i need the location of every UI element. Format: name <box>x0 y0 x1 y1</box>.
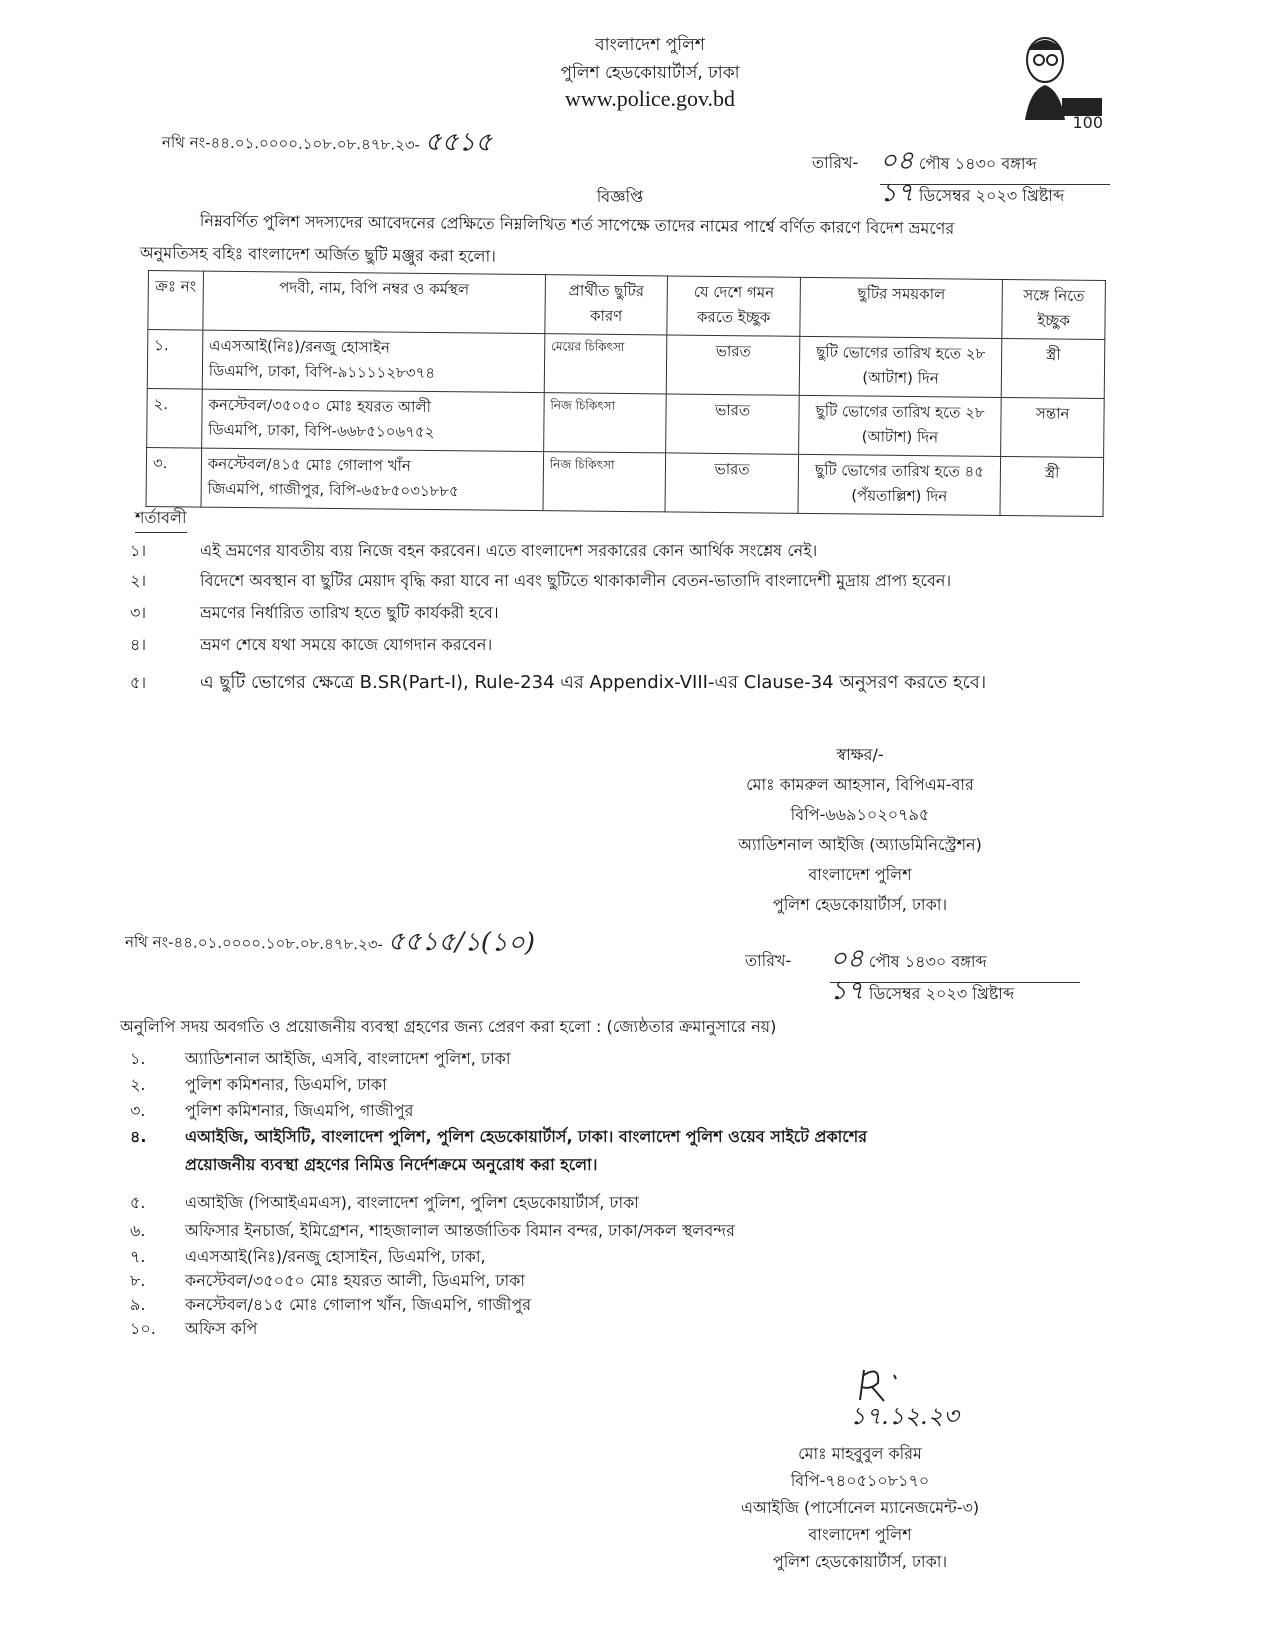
mujib-centenary-logo <box>1000 30 1110 130</box>
condition-number: ২। <box>130 571 147 590</box>
date-label: তারিখ- <box>812 153 859 172</box>
svg-text:100: 100 <box>1072 113 1103 130</box>
condition-text: বিদেশে অবস্থান বা ছুটির মেয়াদ বৃদ্ধি করা যাবে না এবং ছুটিতে থাকাকালীন বেতন-ভাতাদি বাংলাদেশী মুদ্রায় প্রাপ্য হবেন। <box>200 571 952 590</box>
copy-number: ২. <box>130 1075 146 1094</box>
copy-text: এআইজি, আইসিটি, বাংলাদেশ পুলিশ, পুলিশ হেডকোয়ার্টার্স, ঢাকা। বাংলাদেশ পুলিশ ওয়েব সাইটে প্রকাশের <box>185 1127 867 1146</box>
signatory-org: বাংলাদেশ পুলিশ <box>808 1525 912 1544</box>
copy-item <box>130 1046 511 1073</box>
cell-sl: ৩. <box>146 447 201 507</box>
date2-label: তারিখ- <box>745 951 792 970</box>
date2-greg-rest: ডিসেম্বর ২০২৩ খ্রিষ্টাব্দ <box>868 984 1015 1003</box>
cell-period: ছুটি ভোগের তারিখ হতে ৪৫ (পঁয়তাল্লিশ) দিন <box>798 454 1001 515</box>
cell-name <box>202 389 545 452</box>
condition-text: এই ভ্রমণের যাবতীয় ব্যয় নিজে বহন করবেন। এতে বাংলাদেশ সরকারের কোন আর্থিক সংশ্লেষ নেই। <box>200 541 818 560</box>
copy-item <box>130 1292 531 1319</box>
signatory-designation: অ্যাডিশনাল আইজি (অ্যাডমিনিস্ট্রেশন) <box>738 835 982 854</box>
signatory-name: মোঃ মাহবুবুল করিম <box>798 1444 922 1463</box>
cell-companion: স্ত্রী <box>1001 338 1104 398</box>
condition-number: ৪। <box>130 635 147 654</box>
condition-item <box>130 538 817 565</box>
copy-number: ৬. <box>130 1221 146 1240</box>
memo2-ref-label: নথি নং-৪৪.০১.০০০০.১০৮.০৮.৪৭৮.২৩- <box>124 932 384 954</box>
cell-name <box>201 448 544 511</box>
copy-number: ৯. <box>130 1295 146 1314</box>
notice-title: বিজ্ঞপ্তি <box>596 187 644 206</box>
copy-item <box>130 1098 413 1125</box>
member-name: এএসআই(নিঃ)/রনজু হোসাইন <box>208 336 390 357</box>
signatory-bp: বিপি-৭৪০৫১০৮১৭০ <box>790 1471 930 1490</box>
memo-reference <box>162 118 493 165</box>
org-name: বাংলাদেশ পুলিশ <box>595 35 705 55</box>
col-companion: সঙ্গে নিতে ইচ্ছুক <box>1002 279 1105 339</box>
signatory-2-block <box>680 1440 1040 1575</box>
cell-reason: মেয়ের চিকিৎসা <box>544 334 667 394</box>
signature-label: স্বাক্ষর/- <box>836 745 884 764</box>
date-greg-rest: ডিসেম্বর ২০২৩ খ্রিষ্টাব্দ <box>918 186 1065 205</box>
table-row <box>147 330 1105 399</box>
memo2-reference <box>125 918 535 966</box>
conditions-title: শর্তাবলী <box>135 505 187 533</box>
copy-text: এআইজি (পিআইএমএস), বাংলাদেশ পুলিশ, পুলিশ হেডকোয়ার্টার্স, ঢাকা <box>185 1193 639 1212</box>
copy-text: অ্যাডিশনাল আইজি, এসবি, বাংলাদেশ পুলিশ, ঢাকা <box>185 1049 511 1068</box>
notice-paragraph-line2: অনুমতিসহ বহিঃ বাংলাদেশ অর্জিত ছুটি মঞ্জুর করা হলো। <box>139 242 496 266</box>
memo-ref-handwritten: ৫৫১৫ <box>424 127 493 158</box>
cell-reason: নিজ চিকিৎসা <box>543 452 666 512</box>
condition-item <box>130 568 951 595</box>
copy-number: ৪. <box>130 1127 147 1146</box>
signatory-bp: বিপি-৬৬৯১০২০৭৯৫ <box>790 805 930 824</box>
memo2-ref-handwritten: ৫৫১৫/১(১০) <box>387 926 536 959</box>
member-name: কনস্টেবল/৪১৫ মোঃ গোলাপ খাঁন <box>207 454 412 475</box>
copy-item <box>130 1316 257 1343</box>
copy-item <box>130 1190 639 1217</box>
copy-text: কনস্টেবল/৪১৫ মোঃ গোলাপ খাঁন, জিএমপি, গাজীপুর <box>185 1295 532 1314</box>
col-period: ছুটির সময়কাল <box>800 277 1003 338</box>
cell-country: ভারত <box>667 335 800 395</box>
leave-table <box>146 270 1106 517</box>
copy-text: পুলিশ কমিশনার, জিএমপি, গাজীপুর <box>185 1101 414 1120</box>
copy-number: ১০. <box>130 1319 156 1338</box>
copy-text: কনস্টেবল/৩৫০৫০ মোঃ হযরত আলী, ডিএমপি, ঢাকা <box>185 1271 525 1290</box>
signatory-office: পুলিশ হেডকোয়ার্টার্স, ঢাকা। <box>772 895 948 914</box>
cell-companion: সন্তান <box>1001 397 1104 457</box>
copy-number: ১. <box>130 1049 146 1068</box>
signatory-1-block <box>660 740 1060 920</box>
cell-reason: নিজ চিকিৎসা <box>543 393 666 453</box>
copy-intro: অনুলিপি সদয় অবগতি ও প্রয়োজনীয় ব্যবস্থা গ্রহণের জন্য প্রেরণ করা হলো : (জ্যেষ্ঠতার ক্রমানুসারে নয়) <box>120 1017 777 1036</box>
member-unit: ডিএমপি, ঢাকা, বিপি-৯১১১১২৮৩৭৪ <box>208 361 436 383</box>
condition-item <box>130 600 499 627</box>
cell-sl: ১. <box>147 330 202 390</box>
cell-country: ভারত <box>665 453 798 513</box>
condition-number: ৩। <box>130 603 147 622</box>
signatory-designation: এআইজি (পার্সোনেল ম্যানেজমেন্ট-৩) <box>740 1498 980 1517</box>
date-bangla-rest: পৌষ ১৪৩০ বঙ্গাব্দ <box>918 154 1037 173</box>
cell-sl: ২. <box>147 388 202 448</box>
copy-number: ৫. <box>130 1193 146 1212</box>
office-name: পুলিশ হেডকোয়ার্টার্স, ঢাকা <box>560 63 740 83</box>
memo-ref-label: নথি নং-৪৪.০১.০০০০.১০৮.০৮.৪৭৮.২৩- <box>161 133 421 154</box>
copy-item <box>130 1124 867 1151</box>
copy-item <box>130 1244 486 1271</box>
copy-text: পুলিশ কমিশনার, ডিএমপি, ঢাকা <box>185 1075 387 1094</box>
col-name: পদবী, নাম, বিপি নম্বর ও কর্মস্থল <box>203 271 546 334</box>
condition-text: এ ছুটি ভোগের ক্ষেত্রে B.SR(Part-I), Rule-234 এর Appendix-VIII-এর Clause-34 অনুসরণ করতে হবে। <box>200 672 987 693</box>
col-sl: ক্রঃ নং <box>148 271 203 331</box>
col-country: যে দেশে গমন করতে ইচ্ছুক <box>667 276 800 336</box>
date2-bangla-rest: পৌষ ১৪৩০ বঙ্গাব্দ <box>868 952 987 971</box>
copy-number: ৮. <box>130 1271 146 1290</box>
copy-text-continued: প্রয়োজনীয় ব্যবস্থা গ্রহণের নিমিত্ত নির্দেশক্রমে অনুরোধ করা হলো। <box>185 1155 598 1174</box>
date-greg <box>880 172 1064 216</box>
cell-country: ভারত <box>666 394 799 454</box>
signatory-org: বাংলাদেশ পুলিশ <box>808 865 912 884</box>
signatory-office: পুলিশ হেডকোয়ার্টার্স, ঢাকা। <box>772 1552 948 1571</box>
cell-period: ছুটি ভোগের তারিখ হতে ২৮ (আটাশ) দিন <box>799 395 1002 456</box>
copy-number: ৩. <box>130 1101 146 1120</box>
copy-item <box>130 1218 735 1245</box>
date-greg-day: ১৭ <box>880 178 914 208</box>
date-bangla-day: ০৪ <box>880 146 914 176</box>
copy-item <box>130 1072 387 1099</box>
signatory-name: মোঃ কামরুল আহসান, বিপিএম-বার <box>746 775 974 794</box>
condition-item <box>130 668 986 699</box>
notice-paragraph-line1: নিম্নবর্ণিত পুলিশ সদস্যদের আবেদনের প্রেক্ষিতে নিম্নলিখিত শর্ত সাপেক্ষে তাদের নামের পার্শ্বে বর্ণিত কারণে বিদেশ ভ্রমণের <box>199 210 955 238</box>
handwritten-date: ১৭.১২.২৩ <box>850 1402 959 1430</box>
cell-companion: স্ত্রী <box>1000 456 1103 516</box>
copy-text: অফিসার ইনচার্জ, ইমিগ্রেশন, শাহজালাল আন্তর্জাতিক বিমান বন্দর, ঢাকা/সকল স্থলবন্দর <box>185 1221 735 1240</box>
copy-number: ৭. <box>130 1247 146 1266</box>
copy-item <box>130 1268 525 1295</box>
table-row <box>147 388 1105 457</box>
condition-text: ভ্রমণের নির্ধারিত তারিখ হতে ছুটি কার্যকরী হবে। <box>200 603 499 622</box>
copy-text: অফিস কপি <box>185 1319 258 1338</box>
condition-item <box>130 632 492 659</box>
date2-greg <box>830 970 1014 1014</box>
table-header-row <box>148 271 1106 340</box>
website: www.police.gov.bd <box>564 86 736 111</box>
copy-text: এএসআই(নিঃ)/রনজু হোসাইন, ডিএমপি, ঢাকা, <box>185 1247 486 1266</box>
date2-greg-day: ১৭ <box>830 976 864 1006</box>
member-unit: ডিএমপি, ঢাকা, বিপি-৬৬৮৫১০৬৭৫২ <box>208 420 435 442</box>
cell-period: ছুটি ভোগের তারিখ হতে ২৮ (আটাশ) দিন <box>799 336 1002 397</box>
date2-bangla-day: ০৪ <box>830 944 864 974</box>
col-reason: প্রার্থীত ছুটির কারণ <box>545 275 668 335</box>
condition-number: ১। <box>130 541 147 560</box>
condition-number: ৫। <box>130 673 147 692</box>
table-row <box>146 447 1104 516</box>
condition-text: ভ্রমণ শেষে যথা সময়ে কাজে যোগদান করবেন। <box>200 635 493 654</box>
cell-name <box>202 330 545 393</box>
member-unit: জিএমপি, গাজীপুর, বিপি-৬৫৮৫০৩১৮৮৫ <box>207 479 459 501</box>
member-name: কনস্টেবল/৩৫০৫০ মোঃ হযরত আলী <box>208 395 432 416</box>
